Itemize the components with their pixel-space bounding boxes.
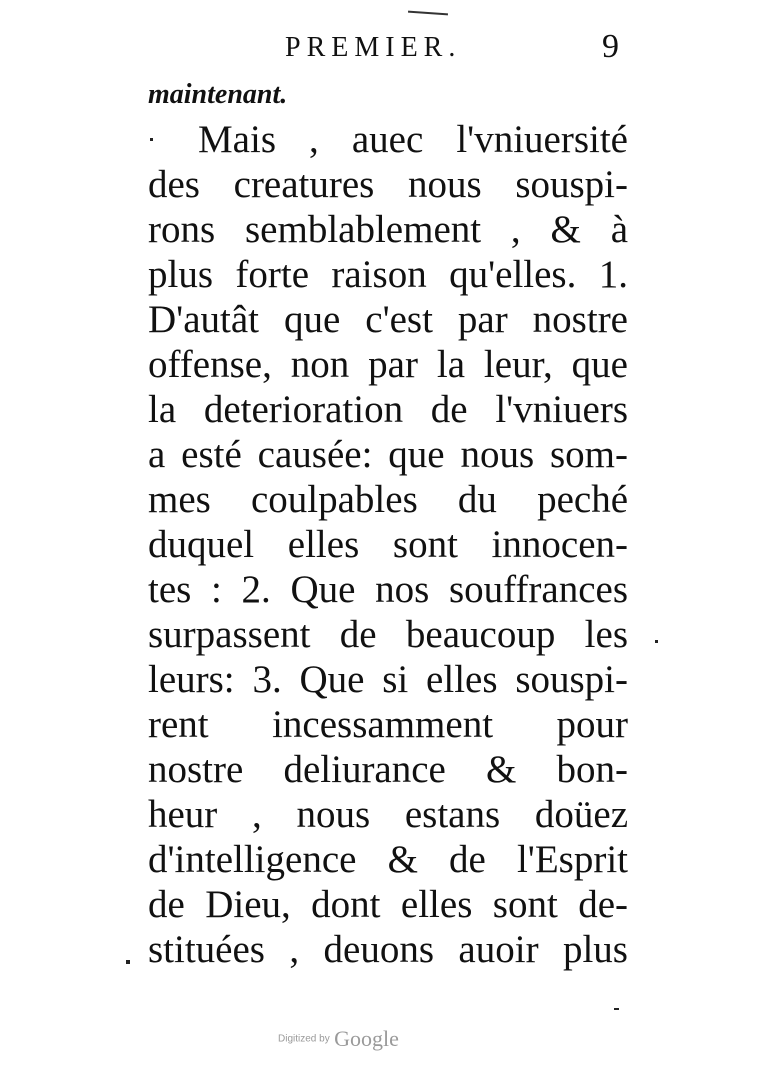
ink-speck: [655, 640, 658, 643]
text-line: d'intelligence & de l'Esprit: [148, 838, 628, 881]
ink-speck: [150, 138, 153, 141]
page-number: 9: [602, 28, 619, 65]
text-line: plus forte raison qu'elles. 1.: [148, 253, 628, 296]
text-line: mes coulpables du peché: [148, 478, 628, 521]
text-line: surpassent de beaucoup les: [148, 613, 628, 656]
text-line: offense, non par la leur, que: [148, 343, 628, 386]
digitization-watermark: [278, 1026, 399, 1052]
text-line: D'autât que c'est par nostre: [148, 298, 628, 341]
text-line: heur , nous estans doüez: [148, 793, 628, 836]
text-line: Mais , auec l'vniuersité: [198, 118, 628, 161]
text-line: leurs: 3. Que si elles souspi-: [148, 658, 628, 701]
text-line: stituées , deuons auoir plus: [148, 928, 628, 971]
text-line: maintenant.: [148, 79, 288, 110]
text-line: rent incessamment pour: [148, 703, 628, 746]
top-mark: [408, 11, 448, 16]
running-title: PREMIER.: [285, 32, 462, 63]
ink-speck: [614, 1008, 619, 1010]
digitized-label: Digitized by: [278, 1033, 330, 1045]
text-line: de Dieu, dont elles sont de-: [148, 883, 628, 926]
body-text: [148, 72, 628, 972]
text-line: des creatures nous souspi-: [148, 163, 628, 206]
text-line: rons semblablement , & à: [148, 208, 628, 251]
text-line: a esté causée: que nous som-: [148, 433, 628, 476]
text-line: duquel elles sont innocen-: [148, 523, 628, 566]
ink-speck: [126, 960, 130, 964]
text-line: la deterioration de l'vniuers: [148, 388, 628, 431]
text-line: tes : 2. Que nos souffrances: [148, 568, 628, 611]
text-line: nostre deliurance & bon-: [148, 748, 628, 791]
google-brand: Google: [334, 1026, 399, 1051]
